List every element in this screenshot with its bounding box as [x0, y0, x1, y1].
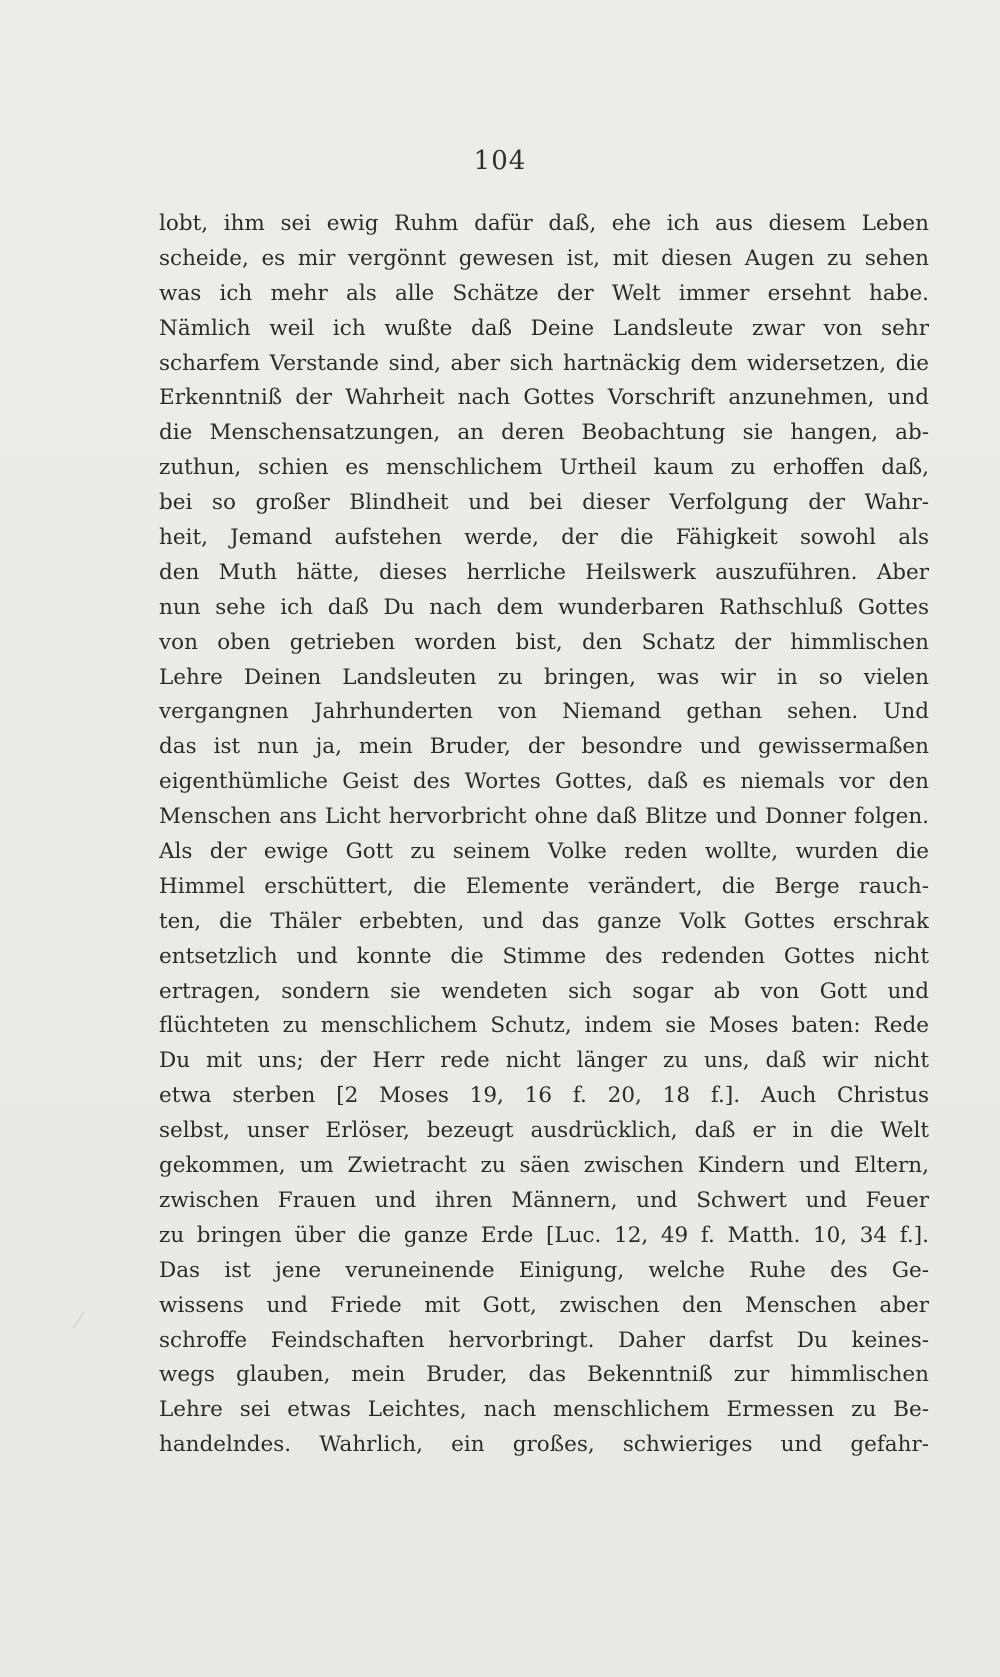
- text-line: etwa sterben [2 Moses 19, 16 f. 20, 18 f.]. Auch Christus: [159, 1083, 929, 1109]
- text-line: Du mit uns; der Herr rede nicht länger zu uns, daß wir nicht: [159, 1048, 929, 1074]
- text-line: wissens und Friede mit Gott, zwischen den Menschen aber: [159, 1292, 929, 1318]
- text-line: Nämlich weil ich wußte daß Deine Landsleute zwar von sehr: [159, 315, 929, 341]
- text-line: Lehre sei etwas Leichtes, nach menschlichem Ermessen zu Be-: [159, 1397, 929, 1423]
- text-line: handelndes. Wahrlich, ein großes, schwieriges und gefahr-: [159, 1432, 929, 1458]
- text-line: zuthun, schien es menschlichem Urtheil kaum zu erhoffen daß,: [159, 455, 929, 481]
- text-line: den Muth hätte, dieses herrliche Heilswerk auszuführen. Aber: [159, 559, 929, 585]
- paper-speck: [72, 1312, 84, 1329]
- page-number: 104: [473, 146, 527, 176]
- text-line: Lehre Deinen Landsleuten zu bringen, was wir in so vielen: [159, 664, 929, 690]
- text-line: zwischen Frauen und ihren Männern, und Schwert und Feuer: [159, 1187, 929, 1213]
- text-line: Himmel erschüttert, die Elemente verändert, die Berge rauch-: [159, 873, 929, 899]
- text-line: lobt, ihm sei ewig Ruhm dafür daß, ehe ich aus diesem Leben: [159, 211, 929, 236]
- text-line: zu bringen über die ganze Erde [Luc. 12, 49 f. Matth. 10, 34 f.].: [159, 1222, 929, 1248]
- text-line: bei so großer Blindheit und bei dieser Verfolgung der Wahr-: [159, 490, 929, 516]
- text-line: die Menschensatzungen, an deren Beobachtung sie hangen, ab-: [159, 420, 929, 446]
- text-line: Das ist jene veruneinende Einigung, welche Ruhe des Ge-: [159, 1257, 929, 1283]
- text-line: das ist nun ja, mein Bruder, der besondre und gewissermaßen: [159, 734, 929, 760]
- text-line: was ich mehr als alle Schätze der Welt immer ersehnt habe.: [159, 280, 929, 306]
- text-line: eigenthümliche Geist des Wortes Gottes, daß es niemals vor den: [159, 769, 929, 795]
- text-line: heit, Jemand aufstehen werde, der die Fähigkeit sowohl als: [159, 525, 929, 551]
- body-text: [159, 207, 929, 1463]
- text-line: schroffe Feindschaften hervorbringt. Daher darfst Du keines-: [159, 1327, 929, 1353]
- text-line: nun sehe ich daß Du nach dem wunderbaren Rathschluß Gottes: [159, 594, 929, 620]
- text-line: scheide, es mir vergönnt gewesen ist, mit diesen Augen zu sehen: [159, 245, 929, 271]
- text-line: gekommen, um Zwietracht zu säen zwischen Kindern und Eltern,: [159, 1153, 929, 1179]
- text-line: entsetzlich und konnte die Stimme des redenden Gottes nicht: [159, 943, 929, 969]
- text-line: scharfem Verstande sind, aber sich hartnäckig dem widersetzen, die: [159, 350, 929, 376]
- text-line: flüchteten zu menschlichem Schutz, indem sie Moses baten: Rede: [159, 1013, 929, 1039]
- text-line: Als der ewige Gott zu seinem Volke reden wollte, wurden die: [159, 839, 929, 865]
- text-line: vergangnen Jahrhunderten von Niemand gethan sehen. Und: [159, 699, 929, 725]
- text-line: von oben getrieben worden bist, den Schatz der himmlischen: [159, 629, 929, 655]
- text-line: ten, die Thäler erbebten, und das ganze Volk Gottes erschrak: [159, 908, 929, 934]
- text-line: Menschen ans Licht hervorbricht ohne daß Blitze und Donner folgen.: [159, 804, 929, 830]
- text-line: Erkenntniß der Wahrheit nach Gottes Vorschrift anzunehmen, und: [159, 385, 929, 411]
- text-line: ertragen, sondern sie wendeten sich sogar ab von Gott und: [159, 978, 929, 1004]
- text-line: selbst, unser Erlöser, bezeugt ausdrücklich, daß er in die Welt: [159, 1118, 929, 1144]
- text-line: wegs glauben, mein Bruder, das Bekenntniß zur himmlischen: [159, 1362, 929, 1388]
